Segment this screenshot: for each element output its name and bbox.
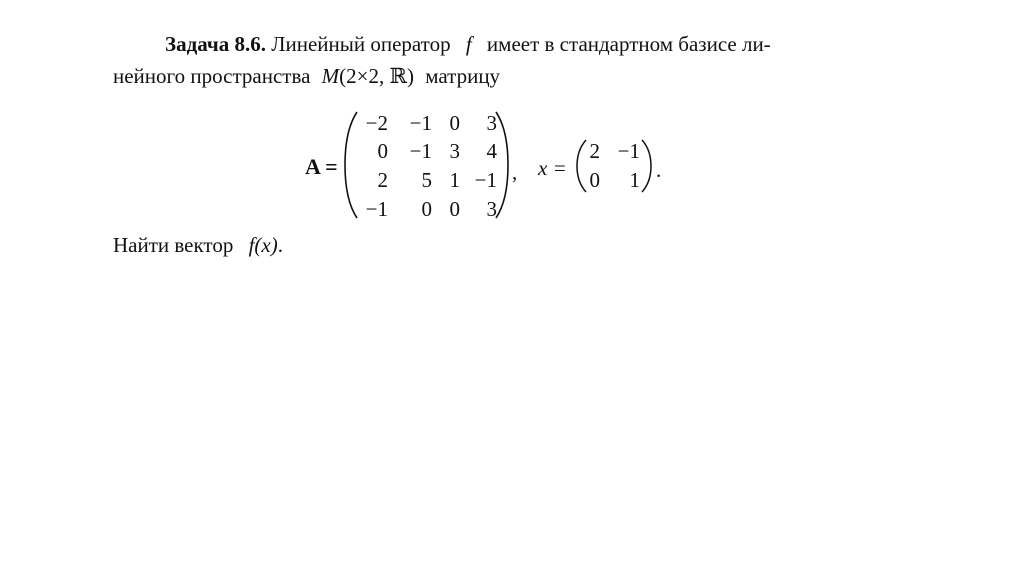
question-line (113, 235, 283, 256)
matrix-a-cell-r2-c3: 3 (449, 139, 460, 163)
matrix-x-left-paren (574, 138, 588, 194)
line2-rest: матрицу (425, 64, 501, 88)
line2-text: нейного пространства (113, 64, 311, 88)
matrix-a-label: A = (305, 154, 338, 179)
matrix-a-cell-r1-c3: 0 (449, 111, 460, 135)
matrix-x-label: x = (538, 156, 567, 180)
matrix-a-cell-r3-c2: 5 (421, 168, 432, 192)
matrix-a-trailing-comma: , (512, 160, 518, 184)
matrix-a-cell-r2-c1: 0 (377, 139, 388, 163)
matrix-a-cell-r2-c2: −1 (409, 139, 432, 163)
space-args: (2×2, ℝ) (339, 64, 414, 88)
question-math: f(x) (248, 233, 278, 257)
problem-line-1 (165, 34, 771, 55)
matrix-a-cell-r1-c1: −2 (365, 111, 388, 135)
question-text: Найти вектор (113, 233, 234, 257)
question-end: . (277, 233, 283, 257)
matrix-a-left-paren (342, 110, 360, 220)
matrix-a-cell-r4-c3: 0 (449, 197, 460, 221)
matrix-x-cell-r1-c2: −1 (617, 139, 640, 163)
operator-symbol: f (465, 32, 472, 56)
matrix-a-cell-r3-c4: −1 (474, 168, 497, 192)
matrix-a-cell-r1-c2: −1 (409, 111, 432, 135)
matrix-a-cell-r3-c1: 2 (377, 168, 388, 192)
matrix-a-cell-r4-c2: 0 (421, 197, 432, 221)
matrix-a-cell-r1-c4: 3 (486, 111, 497, 135)
space-M: M (321, 64, 340, 88)
matrix-x-right-paren (640, 138, 654, 194)
problem-line-2 (113, 66, 500, 87)
matrix-a-cell-r4-c1: −1 (365, 197, 388, 221)
matrix-x-cell-r2-c1: 0 (589, 168, 600, 192)
matrix-a-cell-r2-c4: 4 (486, 139, 497, 163)
matrix-x-trailing-dot: . (656, 158, 662, 182)
matrix-x-cell-r2-c2: 1 (629, 168, 640, 192)
matrix-a-cell-r3-c3: 1 (449, 168, 460, 192)
matrix-x-cell-r1-c1: 2 (589, 139, 600, 163)
line1-rest: имеет в стандартном базисе ли- (486, 32, 771, 56)
matrix-a-cell-r4-c4: 3 (486, 197, 497, 221)
problem-label: Задача 8.6. (165, 32, 266, 56)
line1-text: Линейный оператор (271, 32, 451, 56)
